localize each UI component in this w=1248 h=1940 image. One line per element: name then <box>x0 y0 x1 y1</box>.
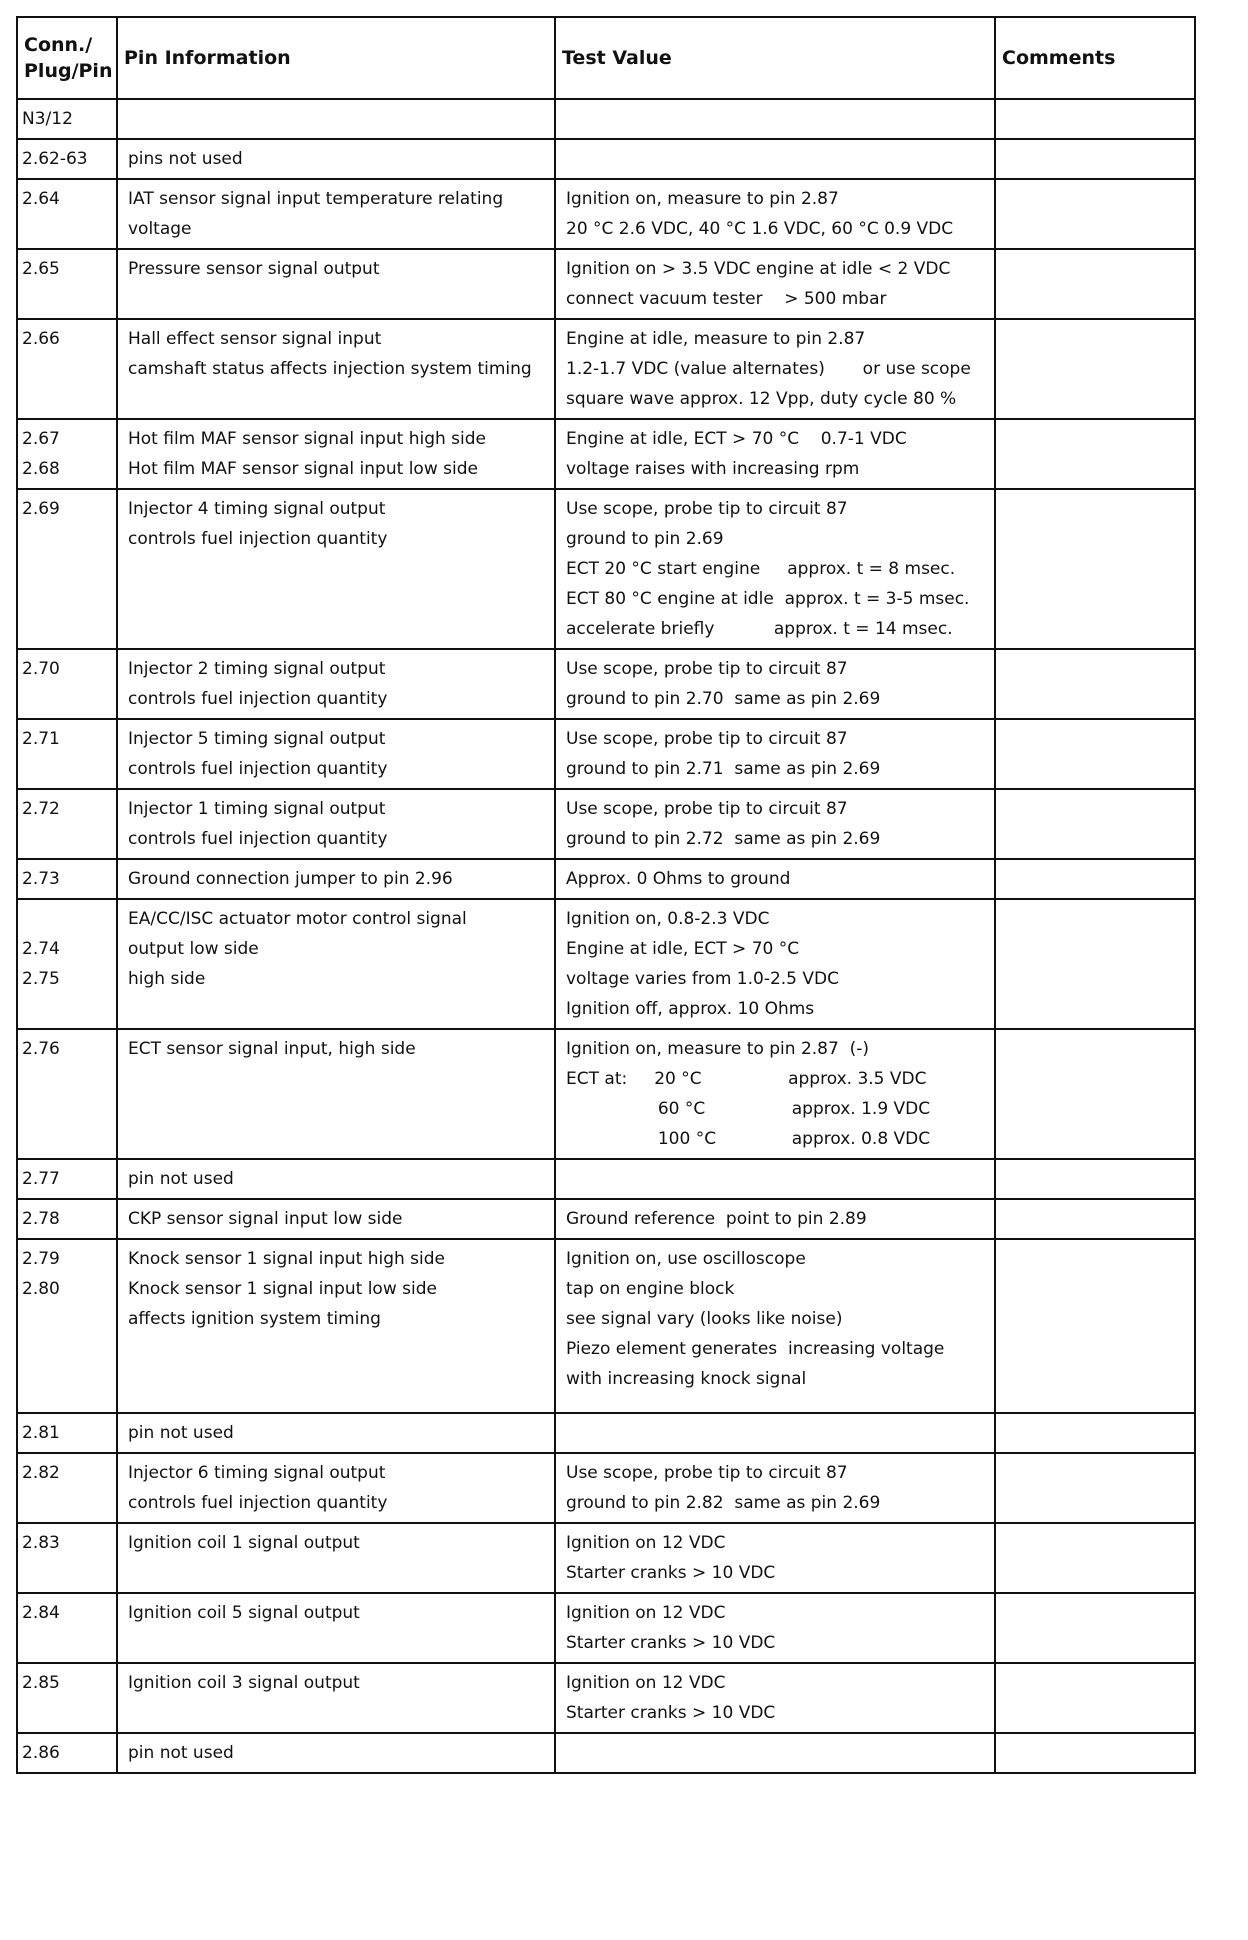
pin-cell <box>17 99 117 139</box>
header-pin-information: Pin Information <box>117 17 555 99</box>
pin-cell-line: 2.68 <box>22 459 60 479</box>
pin-cell-line: N3/12 <box>22 109 73 129</box>
pin-cell-line: 2.80 <box>22 1279 60 1299</box>
pin-cell <box>17 899 117 1029</box>
pin-cell <box>17 179 117 249</box>
pin-info-cell-line: Pressure sensor signal output <box>128 259 380 279</box>
pin-cell-line: 2.62-63 <box>22 149 88 169</box>
test-value-cell-line: ECT 80 °C engine at idle approx. t = 3-5 msec. <box>566 589 970 609</box>
pin-cell-line: 2.84 <box>22 1603 60 1623</box>
pin-info-cell <box>117 1593 555 1663</box>
table-row <box>17 139 1195 179</box>
pin-cell-line: 2.64 <box>22 189 60 209</box>
comments-cell <box>995 1413 1195 1453</box>
pin-info-cell <box>117 319 555 419</box>
pin-cell <box>17 1029 117 1159</box>
test-value-cell <box>555 249 995 319</box>
test-value-cell-line: Piezo element generates increasing voltage <box>566 1339 945 1359</box>
test-value-cell-line: voltage raises with increasing rpm <box>566 459 860 479</box>
test-value-cell <box>555 1593 995 1663</box>
table-row <box>17 1453 1195 1523</box>
pin-cell-line: 2.71 <box>22 729 60 749</box>
comments-cell <box>995 1453 1195 1523</box>
pin-info-cell-line: output low side <box>128 939 259 959</box>
test-value-cell <box>555 649 995 719</box>
test-value-cell-line: 1.2-1.7 VDC (value alternates) or use scope <box>566 359 971 379</box>
pin-info-cell-line: pin not used <box>128 1423 234 1443</box>
comments-cell <box>995 179 1195 249</box>
table-row <box>17 419 1195 489</box>
test-value-cell <box>555 1413 995 1453</box>
pin-info-cell <box>117 899 555 1029</box>
pin-info-cell-line: pin not used <box>128 1169 234 1189</box>
pin-cell <box>17 1239 117 1413</box>
test-value-cell-line: square wave approx. 12 Vpp, duty cycle 80 % <box>566 389 957 409</box>
pin-cell <box>17 1199 117 1239</box>
pin-info-cell-line: Ground connection jumper to pin 2.96 <box>128 869 453 889</box>
comments-cell <box>995 489 1195 649</box>
table-row <box>17 1199 1195 1239</box>
table-row <box>17 1523 1195 1593</box>
pin-cell-line: 2.81 <box>22 1423 60 1443</box>
pin-cell <box>17 789 117 859</box>
pin-info-cell-line: affects ignition system timing <box>128 1309 381 1329</box>
test-value-cell-line: Use scope, probe tip to circuit 87 <box>566 499 848 519</box>
test-value-cell-line: Engine at idle, ECT > 70 °C 0.7-1 VDC <box>566 429 907 449</box>
pin-cell-line: 2.82 <box>22 1463 60 1483</box>
table-row <box>17 1029 1195 1159</box>
table-row <box>17 1593 1195 1663</box>
pin-cell <box>17 1453 117 1523</box>
comments-cell <box>995 319 1195 419</box>
test-value-cell-line: 60 °C approx. 1.9 VDC <box>566 1099 931 1119</box>
test-value-cell-line: with increasing knock signal <box>566 1369 807 1389</box>
pin-info-cell-line: controls fuel injection quantity <box>128 689 388 709</box>
test-value-cell-line: see signal vary (looks like noise) <box>566 1309 843 1329</box>
test-value-cell-line: accelerate briefly approx. t = 14 msec. <box>566 619 953 639</box>
pin-info-cell <box>117 419 555 489</box>
pin-cell-line: 2.67 <box>22 429 60 449</box>
test-value-cell <box>555 899 995 1029</box>
pin-cell <box>17 859 117 899</box>
header-comments: Comments <box>995 17 1195 99</box>
pin-info-cell-line: Injector 6 timing signal output <box>128 1463 386 1483</box>
pin-cell-line: 2.79 <box>22 1249 60 1269</box>
pin-info-cell-line: Injector 5 timing signal output <box>128 729 386 749</box>
table-body <box>17 99 1195 1773</box>
pin-cell <box>17 1733 117 1773</box>
pin-test-document <box>16 16 1194 1774</box>
pin-cell <box>17 649 117 719</box>
pin-info-cell-line: voltage <box>128 219 192 239</box>
test-value-cell-line: 100 °C approx. 0.8 VDC <box>566 1129 931 1149</box>
pin-cell <box>17 1593 117 1663</box>
pin-test-table <box>16 16 1196 1774</box>
table-row <box>17 789 1195 859</box>
table-row <box>17 489 1195 649</box>
pin-info-cell-line: controls fuel injection quantity <box>128 1493 388 1513</box>
test-value-cell-line: Ignition on, measure to pin 2.87 (-) <box>566 1039 870 1059</box>
pin-cell-line: 2.70 <box>22 659 60 679</box>
test-value-cell-line: ground to pin 2.72 same as pin 2.69 <box>566 829 881 849</box>
pin-info-cell <box>117 1663 555 1733</box>
test-value-cell-line: ground to pin 2.82 same as pin 2.69 <box>566 1493 881 1513</box>
pin-info-cell-line: CKP sensor signal input low side <box>128 1209 403 1229</box>
test-value-cell-line: Use scope, probe tip to circuit 87 <box>566 1463 848 1483</box>
pin-cell-line: 2.76 <box>22 1039 60 1059</box>
test-value-cell <box>555 1199 995 1239</box>
pin-cell-line: 2.72 <box>22 799 60 819</box>
comments-cell <box>995 1199 1195 1239</box>
test-value-cell <box>555 319 995 419</box>
comments-cell <box>995 249 1195 319</box>
pin-info-cell-line: controls fuel injection quantity <box>128 759 388 779</box>
table-row <box>17 99 1195 139</box>
comments-cell <box>995 1523 1195 1593</box>
test-value-cell <box>555 1029 995 1159</box>
comments-cell <box>995 419 1195 489</box>
comments-cell <box>995 1239 1195 1413</box>
pin-cell-line: 2.66 <box>22 329 60 349</box>
test-value-cell-line: ground to pin 2.70 same as pin 2.69 <box>566 689 881 709</box>
test-value-cell-line: Ignition on, measure to pin 2.87 <box>566 189 839 209</box>
pin-info-cell-line: camshaft status affects injection system timing <box>128 359 532 379</box>
test-value-cell <box>555 1453 995 1523</box>
comments-cell <box>995 859 1195 899</box>
pin-info-cell <box>117 719 555 789</box>
pin-cell-line: 2.83 <box>22 1533 60 1553</box>
test-value-cell-line: 20 °C 2.6 VDC, 40 °C 1.6 VDC, 60 °C 0.9 VDC <box>566 219 954 239</box>
test-value-cell-line: ground to pin 2.69 <box>566 529 724 549</box>
table-header-row <box>17 17 1195 99</box>
table-row <box>17 249 1195 319</box>
pin-info-cell-line: Knock sensor 1 signal input high side <box>128 1249 445 1269</box>
table-row <box>17 719 1195 789</box>
test-value-cell <box>555 859 995 899</box>
comments-cell <box>995 789 1195 859</box>
test-value-cell-line: Engine at idle, measure to pin 2.87 <box>566 329 866 349</box>
test-value-cell-line: tap on engine block <box>566 1279 735 1299</box>
pin-info-cell <box>117 1029 555 1159</box>
test-value-cell <box>555 179 995 249</box>
pin-info-cell <box>117 1159 555 1199</box>
test-value-cell-line: Ignition on, use oscilloscope <box>566 1249 806 1269</box>
pin-info-cell <box>117 249 555 319</box>
test-value-cell-line: Use scope, probe tip to circuit 87 <box>566 729 848 749</box>
comments-cell <box>995 899 1195 1029</box>
test-value-cell-line: Ignition off, approx. 10 Ohms <box>566 999 815 1019</box>
pin-cell-line: 2.85 <box>22 1673 60 1693</box>
pin-info-cell <box>117 859 555 899</box>
pin-cell-line: 2.65 <box>22 259 60 279</box>
test-value-cell-line: Ignition on, 0.8-2.3 VDC <box>566 909 770 929</box>
pin-info-cell-line: pin not used <box>128 1743 234 1763</box>
table-row <box>17 1159 1195 1199</box>
test-value-cell-line: Ignition on 12 VDC <box>566 1533 726 1553</box>
pin-info-cell-line: Injector 1 timing signal output <box>128 799 386 819</box>
test-value-cell <box>555 139 995 179</box>
test-value-cell <box>555 1523 995 1593</box>
pin-info-cell <box>117 139 555 179</box>
test-value-cell-line: Starter cranks > 10 VDC <box>566 1563 776 1583</box>
test-value-cell-line: Approx. 0 Ohms to ground <box>566 869 791 889</box>
comments-cell <box>995 719 1195 789</box>
test-value-cell-line: Ignition on 12 VDC <box>566 1673 726 1693</box>
comments-cell <box>995 99 1195 139</box>
pin-cell-line: 2.69 <box>22 499 60 519</box>
pin-cell <box>17 319 117 419</box>
pin-cell <box>17 489 117 649</box>
pin-cell <box>17 1413 117 1453</box>
table-row <box>17 1733 1195 1773</box>
pin-cell-line: 2.74 <box>22 939 60 959</box>
comments-cell <box>995 1029 1195 1159</box>
table-row <box>17 859 1195 899</box>
test-value-cell-line: Ignition on 12 VDC <box>566 1603 726 1623</box>
pin-info-cell-line: Hot film MAF sensor signal input low side <box>128 459 478 479</box>
pin-cell <box>17 139 117 179</box>
pin-cell <box>17 419 117 489</box>
pin-info-cell <box>117 1239 555 1413</box>
pin-info-cell-line: high side <box>128 969 206 989</box>
header-conn-line: Conn./ Plug/Pin <box>24 34 113 82</box>
test-value-cell-line: ground to pin 2.71 same as pin 2.69 <box>566 759 881 779</box>
test-value-cell <box>555 489 995 649</box>
test-value-cell <box>555 1733 995 1773</box>
pin-info-cell-line: pins not used <box>128 149 243 169</box>
table-row <box>17 319 1195 419</box>
table-row <box>17 179 1195 249</box>
test-value-cell <box>555 1159 995 1199</box>
pin-cell <box>17 1663 117 1733</box>
pin-info-cell <box>117 1199 555 1239</box>
test-value-cell-line: ECT 20 °C start engine approx. t = 8 msec. <box>566 559 956 579</box>
table-row <box>17 1663 1195 1733</box>
pin-info-cell <box>117 1453 555 1523</box>
pin-info-cell-line: IAT sensor signal input temperature relating <box>128 189 504 209</box>
comments-cell <box>995 1593 1195 1663</box>
test-value-cell-line: Starter cranks > 10 VDC <box>566 1633 776 1653</box>
comments-cell <box>995 1733 1195 1773</box>
pin-cell-line: 2.75 <box>22 969 60 989</box>
test-value-cell <box>555 719 995 789</box>
pin-info-cell-line: Injector 2 timing signal output <box>128 659 386 679</box>
table-row <box>17 1413 1195 1453</box>
pin-cell-line: 2.78 <box>22 1209 60 1229</box>
test-value-cell-line: Ground reference point to pin 2.89 <box>566 1209 867 1229</box>
pin-cell <box>17 1523 117 1593</box>
test-value-cell <box>555 99 995 139</box>
pin-info-cell <box>117 179 555 249</box>
test-value-cell-line: Use scope, probe tip to circuit 87 <box>566 659 848 679</box>
comments-cell <box>995 649 1195 719</box>
pin-info-cell <box>117 99 555 139</box>
pin-cell <box>17 719 117 789</box>
test-value-cell-line: connect vacuum tester > 500 mbar <box>566 289 887 309</box>
pin-cell <box>17 249 117 319</box>
pin-cell-line <box>22 904 112 934</box>
pin-info-cell-line: Hot film MAF sensor signal input high side <box>128 429 486 449</box>
pin-info-cell <box>117 789 555 859</box>
header-conn-plug-pin <box>17 17 117 99</box>
pin-info-cell-line: EA/CC/ISC actuator motor control signal <box>128 909 467 929</box>
pin-info-cell <box>117 649 555 719</box>
pin-info-cell-line: Ignition coil 3 signal output <box>128 1673 360 1693</box>
pin-info-cell-line: Hall effect sensor signal input <box>128 329 382 349</box>
comments-cell <box>995 139 1195 179</box>
comments-cell <box>995 1159 1195 1199</box>
pin-info-cell-line: Ignition coil 1 signal output <box>128 1533 360 1553</box>
test-value-cell-line: Ignition on > 3.5 VDC engine at idle < 2 VDC <box>566 259 951 279</box>
test-value-cell <box>555 1239 995 1413</box>
table-row <box>17 1239 1195 1413</box>
test-value-cell <box>555 419 995 489</box>
pin-info-cell-line: controls fuel injection quantity <box>128 829 388 849</box>
pin-info-cell <box>117 1733 555 1773</box>
pin-info-cell-line: Knock sensor 1 signal input low side <box>128 1279 437 1299</box>
test-value-cell-line: Engine at idle, ECT > 70 °C <box>566 939 800 959</box>
pin-info-cell-line: controls fuel injection quantity <box>128 529 388 549</box>
pin-cell <box>17 1159 117 1199</box>
table-row <box>17 649 1195 719</box>
pin-info-cell <box>117 1523 555 1593</box>
pin-info-cell-line: Injector 4 timing signal output <box>128 499 386 519</box>
comments-cell <box>995 1663 1195 1733</box>
pin-info-cell <box>117 1413 555 1453</box>
header-test-value: Test Value <box>555 17 995 99</box>
pin-info-cell <box>117 489 555 649</box>
test-value-cell-line: Use scope, probe tip to circuit 87 <box>566 799 848 819</box>
pin-cell-line: 2.86 <box>22 1743 60 1763</box>
test-value-cell-line: Starter cranks > 10 VDC <box>566 1703 776 1723</box>
test-value-cell-line: ECT at: 20 °C approx. 3.5 VDC <box>566 1069 927 1089</box>
test-value-cell-line: voltage varies from 1.0-2.5 VDC <box>566 969 839 989</box>
test-value-cell <box>555 1663 995 1733</box>
pin-cell-line: 2.73 <box>22 869 60 889</box>
pin-info-cell-line: Ignition coil 5 signal output <box>128 1603 360 1623</box>
pin-cell-line: 2.77 <box>22 1169 60 1189</box>
table-row <box>17 899 1195 1029</box>
test-value-cell <box>555 789 995 859</box>
pin-info-cell-line: ECT sensor signal input, high side <box>128 1039 416 1059</box>
